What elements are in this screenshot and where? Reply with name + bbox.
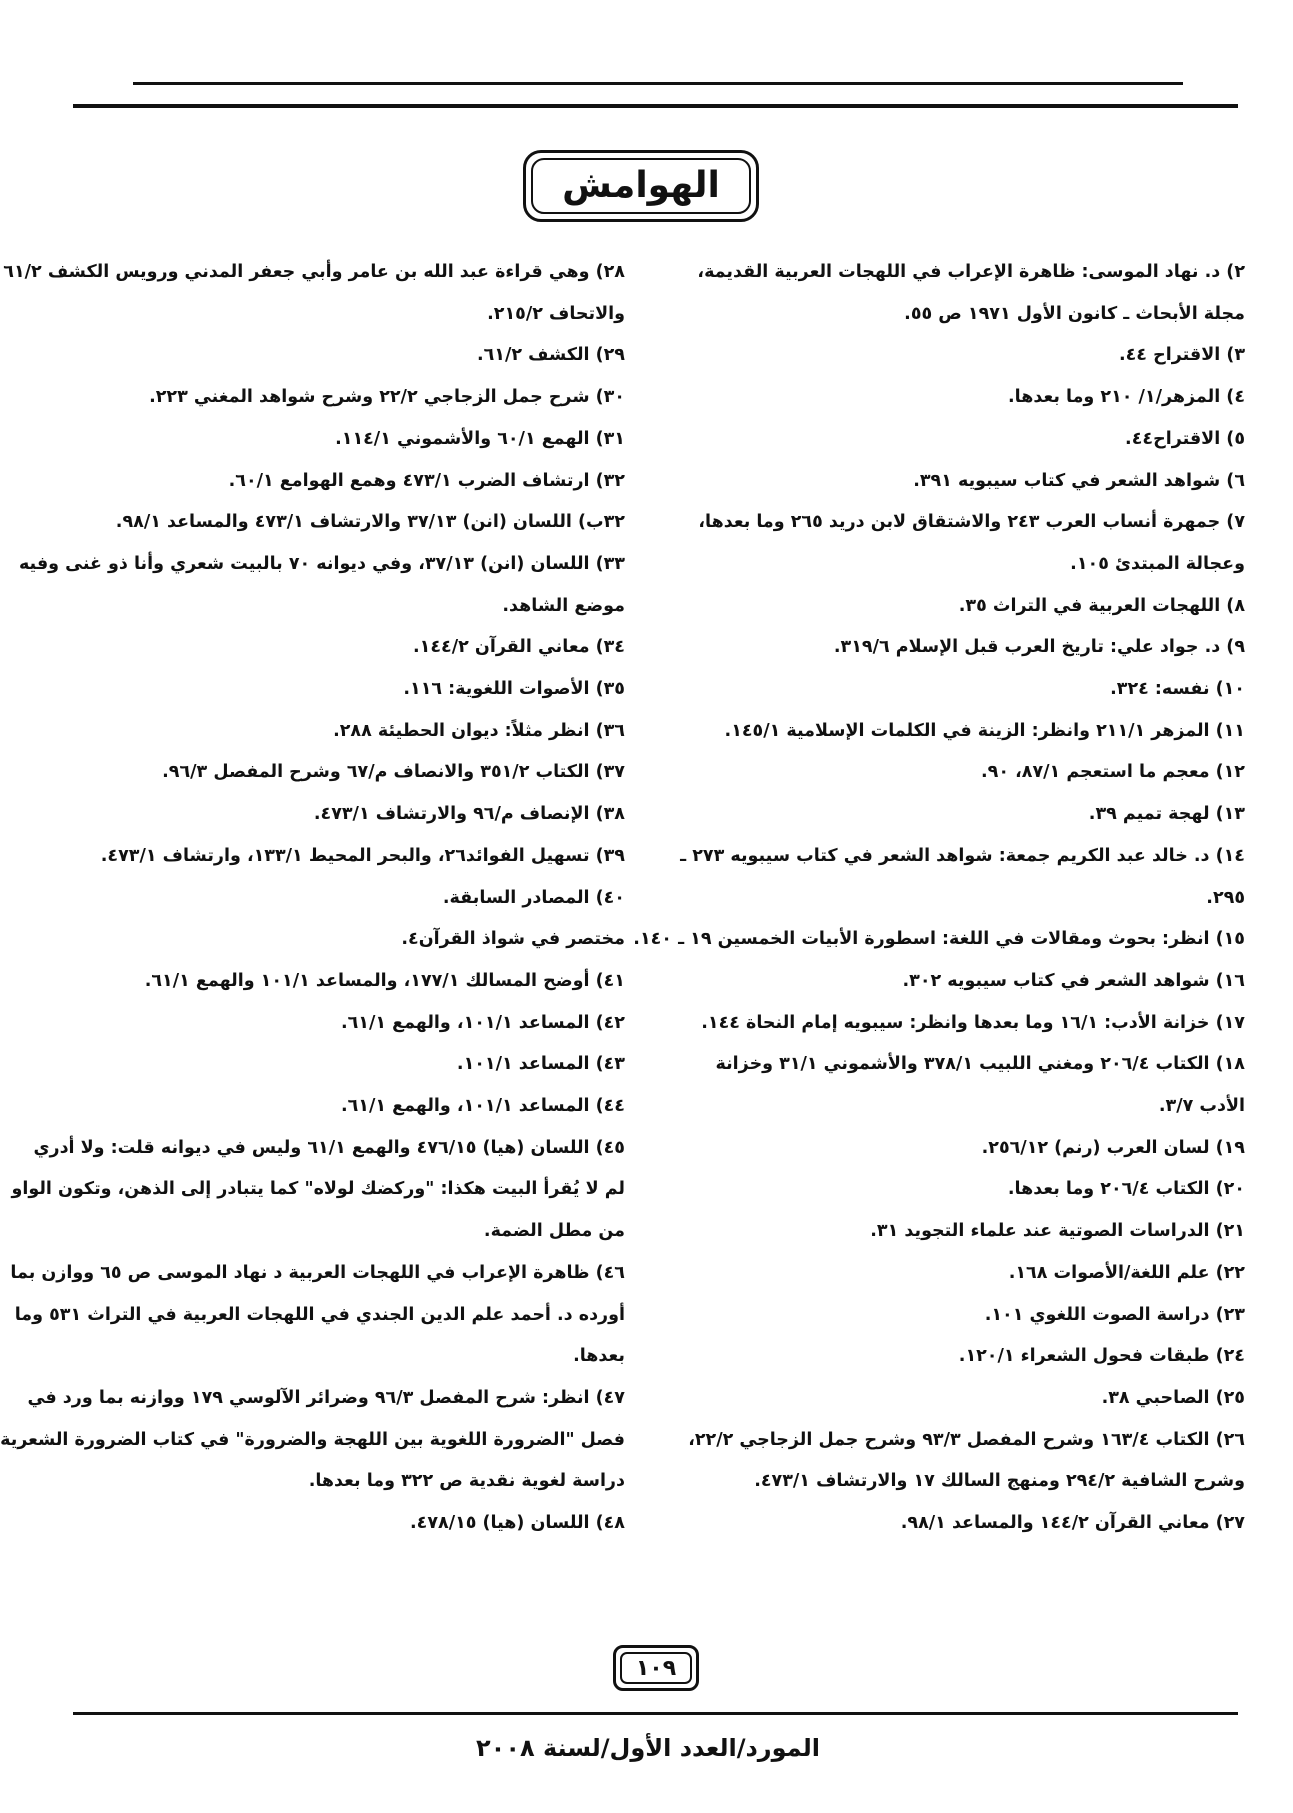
journal-citation: المورد/العدد الأول/لسنة ٢٠٠٨ [476, 1734, 820, 1762]
footnote-line: ٣٦) انظر مثلاً: ديوان الحطيئة ٢٨٨. [333, 720, 625, 741]
header-rule-thick [73, 104, 1238, 108]
footnote-line: ٢٩٥. [1206, 887, 1245, 908]
footnote-line: ٢٤) طبقات فحول الشعراء ١٢٠/١. [958, 1346, 1245, 1367]
footnote-line: ١٢) معجم ما استعجم ٨٧/١، ٩٠. [981, 762, 1245, 783]
footnote-line: مختصر في شواذ القرآن٤. [401, 929, 625, 950]
footnote-line: ١٥) انظر: بحوث ومقالات في اللغة: اسطورة الأبيات الخمسين ١٩ ـ ١٤٠. [633, 929, 1245, 950]
footnote-line: ٤٨) اللسان (هيا) ٤٧٨/١٥. [410, 1513, 625, 1534]
footnote-line: ٤٧) انظر: شرح المفصل ٩٦/٣ وضرائر الآلوسي ١٧٩ ووازنه بما ورد في [27, 1387, 625, 1408]
footnote-line: ٣١) الهمع ٦٠/١ والأشموني ١١٤/١. [335, 428, 625, 449]
section-title-frame [523, 150, 759, 222]
footnote-line: ٣٢) ارتشاف الضرب ٤٧٣/١ وهمع الهوامع ٦٠/١. [228, 470, 625, 491]
footnote-line: ١٤) د. خالد عبد الكريم جمعة: شواهد الشعر في كتاب سيبويه ٢٧٣ ـ [680, 845, 1245, 866]
footnote-line: ٢٣) دراسة الصوت اللغوي ١٠١. [984, 1304, 1245, 1325]
footnote-line: ٢١) الدراسات الصوتية عند علماء التجويد ٣١. [870, 1221, 1245, 1242]
footnote-line: مجلة الأبحاث ـ كانون الأول ١٩٧١ ص ٥٥. [904, 303, 1245, 324]
footnote-line: ٥) الاقتراح٤٤. [1125, 428, 1245, 449]
footnote-line: الأدب ٣/٧. [1158, 1096, 1245, 1117]
footnote-line: والاتحاف ٢١٥/٢. [487, 303, 625, 324]
footnote-line: ٣٢ب) اللسان (انن) ٣٧/١٣ والارتشاف ٤٧٣/١ والمساعد ٩٨/١. [115, 512, 625, 533]
footnote-line: ١٠) نفسه: ٣٢٤. [1110, 679, 1245, 700]
footnote-line: ٣٨) الإنصاف م/٩٦ والارتشاف ٤٧٣/١. [313, 804, 625, 825]
footnote-line: فصل "الضرورة اللغوية بين اللهجة والضرورة" في كتاب الضرورة الشعرية [0, 1429, 625, 1450]
footnote-line: ٤١) أوضح المسالك ١٧٧/١، والمساعد ١٠١/١ والهمع ٦١/١. [144, 970, 625, 991]
footnote-line: ٧) جمهرة أنساب العرب ٢٤٣ والاشتقاق لابن دريد ٢٦٥ وما بعدها، [698, 512, 1245, 533]
footnote-line: أورده د. أحمد علم الدين الجندي في اللهجات العربية في التراث ٥٣١ وما [14, 1304, 625, 1325]
footnote-line: ٤٤) المساعد ١٠١/١، والهمع ٦١/١. [340, 1096, 625, 1117]
footnote-line: ١٦) شواهد الشعر في كتاب سيبويه ٣٠٢. [902, 970, 1245, 991]
footnote-line: ٣٥) الأصوات اللغوية: ١١٦. [403, 679, 625, 700]
footnote-line: وشرح الشافية ٢٩٤/٢ ومنهج السالك ١٧ والارتشاف ٤٧٣/١. [754, 1471, 1245, 1492]
footnote-line: وعجالة المبتدئ ١٠٥. [1070, 553, 1245, 574]
footnote-line: ٣) الاقتراح ٤٤. [1118, 345, 1245, 366]
footnote-line: ٢٨) وهي قراءة عبد الله بن عامر وأبي جعفر المدني ورويس الكشف ٦١/٢ [3, 262, 625, 282]
footnote-line: موضع الشاهد. [502, 595, 625, 616]
footnote-line: ١٣) لهجة تميم ٣٩. [1088, 804, 1245, 825]
footnote-line: ٢٠) الكتاب ٢٠٦/٤ وما بعدها. [1007, 1179, 1245, 1200]
section-title: الهوامش [562, 165, 720, 206]
footnote-line: ٦) شواهد الشعر في كتاب سيبويه ٣٩١. [913, 470, 1245, 491]
footnote-line: ٤) المزهر/١/ ٢١٠ وما بعدها. [1008, 387, 1245, 408]
footnote-line: ٤٦) ظاهرة الإعراب في اللهجات العربية د نهاد الموسى ص ٦٥ ووازن بما [10, 1262, 625, 1283]
footnote-line: ٣٧) الكتاب ٣٥١/٢ والانصاف م/٦٧ وشرح المفصل ٩٦/٣. [162, 762, 625, 783]
footnote-line: ٢٢) علم اللغة/الأصوات ١٦٨. [1008, 1262, 1245, 1283]
footnote-line: ٤٢) المساعد ١٠١/١، والهمع ٦١/١. [340, 1012, 625, 1033]
footnote-line: لم لا يُقرأ البيت هكذا: "وركضك لولاه" كما يتبادر إلى الذهن، وتكون الواو [11, 1179, 625, 1200]
footnote-line: ٤٣) المساعد ١٠١/١. [456, 1054, 625, 1075]
footnotes-right-column [633, 252, 1245, 1545]
footnote-line: ١١) المزهر ٢١١/١ وانظر: الزينة في الكلمات الإسلامية ١٤٥/١. [724, 720, 1245, 741]
footnote-line: ٢) د. نهاد الموسى: ظاهرة الإعراب في اللهجات العربية القديمة، [697, 262, 1245, 282]
header-rule-thin [133, 82, 1183, 85]
footnote-line: ٢٦) الكتاب ١٦٣/٤ وشرح المفصل ٩٣/٣ وشرح جمل الزجاجي ٢٢/٢، [688, 1429, 1245, 1450]
footnote-line: ١٧) خزانة الأدب: ١٦/١ وما بعدها وانظر: سيبويه إمام النحاة ١٤٤. [701, 1012, 1245, 1033]
footnote-line: ٣٣) اللسان (انن) ٣٧/١٣، وفي ديوانه ٧٠ بالبيت شعري وأنا ذو غنى وفيه [18, 553, 625, 574]
footnote-line: ١٩) لسان العرب (رنم) ٢٥٦/١٢. [981, 1137, 1245, 1158]
footnote-line: من مطل الضمة. [483, 1221, 625, 1242]
page-number-frame [613, 1645, 699, 1691]
footnotes-left-column [0, 252, 625, 1545]
footnote-line: ٣٩) تسهيل الفوائد٢٦، والبحر المحيط ١٣٣/١، وارتشاف ٤٧٣/١. [100, 845, 625, 866]
footer-rule [73, 1712, 1238, 1715]
footnote-line: ٢٩) الكشف ٦١/٢. [476, 345, 625, 366]
footnote-line: ٨) اللهجات العربية في التراث ٣٥. [958, 595, 1245, 616]
page-number: ١٠٩ [635, 1656, 677, 1681]
footnote-line: دراسة لغوية نقدية ص ٣٢٢ وما بعدها. [308, 1471, 625, 1492]
footnote-line: ٤٥) اللسان (هيا) ٤٧٦/١٥ والهمع ٦١/١ وليس في ديوانه قلت: ولا أدري [33, 1137, 625, 1158]
footnote-line: ١٨) الكتاب ٢٠٦/٤ ومغني اللبيب ٣٧٨/١ والأشموني ٣١/١ وخزانة [715, 1054, 1245, 1075]
footnote-line: بعدها. [573, 1346, 625, 1367]
footnote-line: ٢٥) الصاحبي ٣٨. [1101, 1387, 1245, 1408]
footnote-line: ٩) د. جواد علي: تاريخ العرب قبل الإسلام ٣١٩/٦. [833, 637, 1245, 658]
footnote-line: ٢٧) معاني القرآن ١٤٤/٢ والمساعد ٩٨/١. [900, 1513, 1245, 1534]
footnote-line: ٣٤) معاني القرآن ١٤٤/٢. [413, 637, 625, 658]
footnote-line: ٤٠) المصادر السابقة. [442, 887, 625, 908]
footnote-line: ٣٠) شرح جمل الزجاجي ٢٢/٢ وشرح شواهد المغني ٢٢٣. [149, 387, 625, 408]
